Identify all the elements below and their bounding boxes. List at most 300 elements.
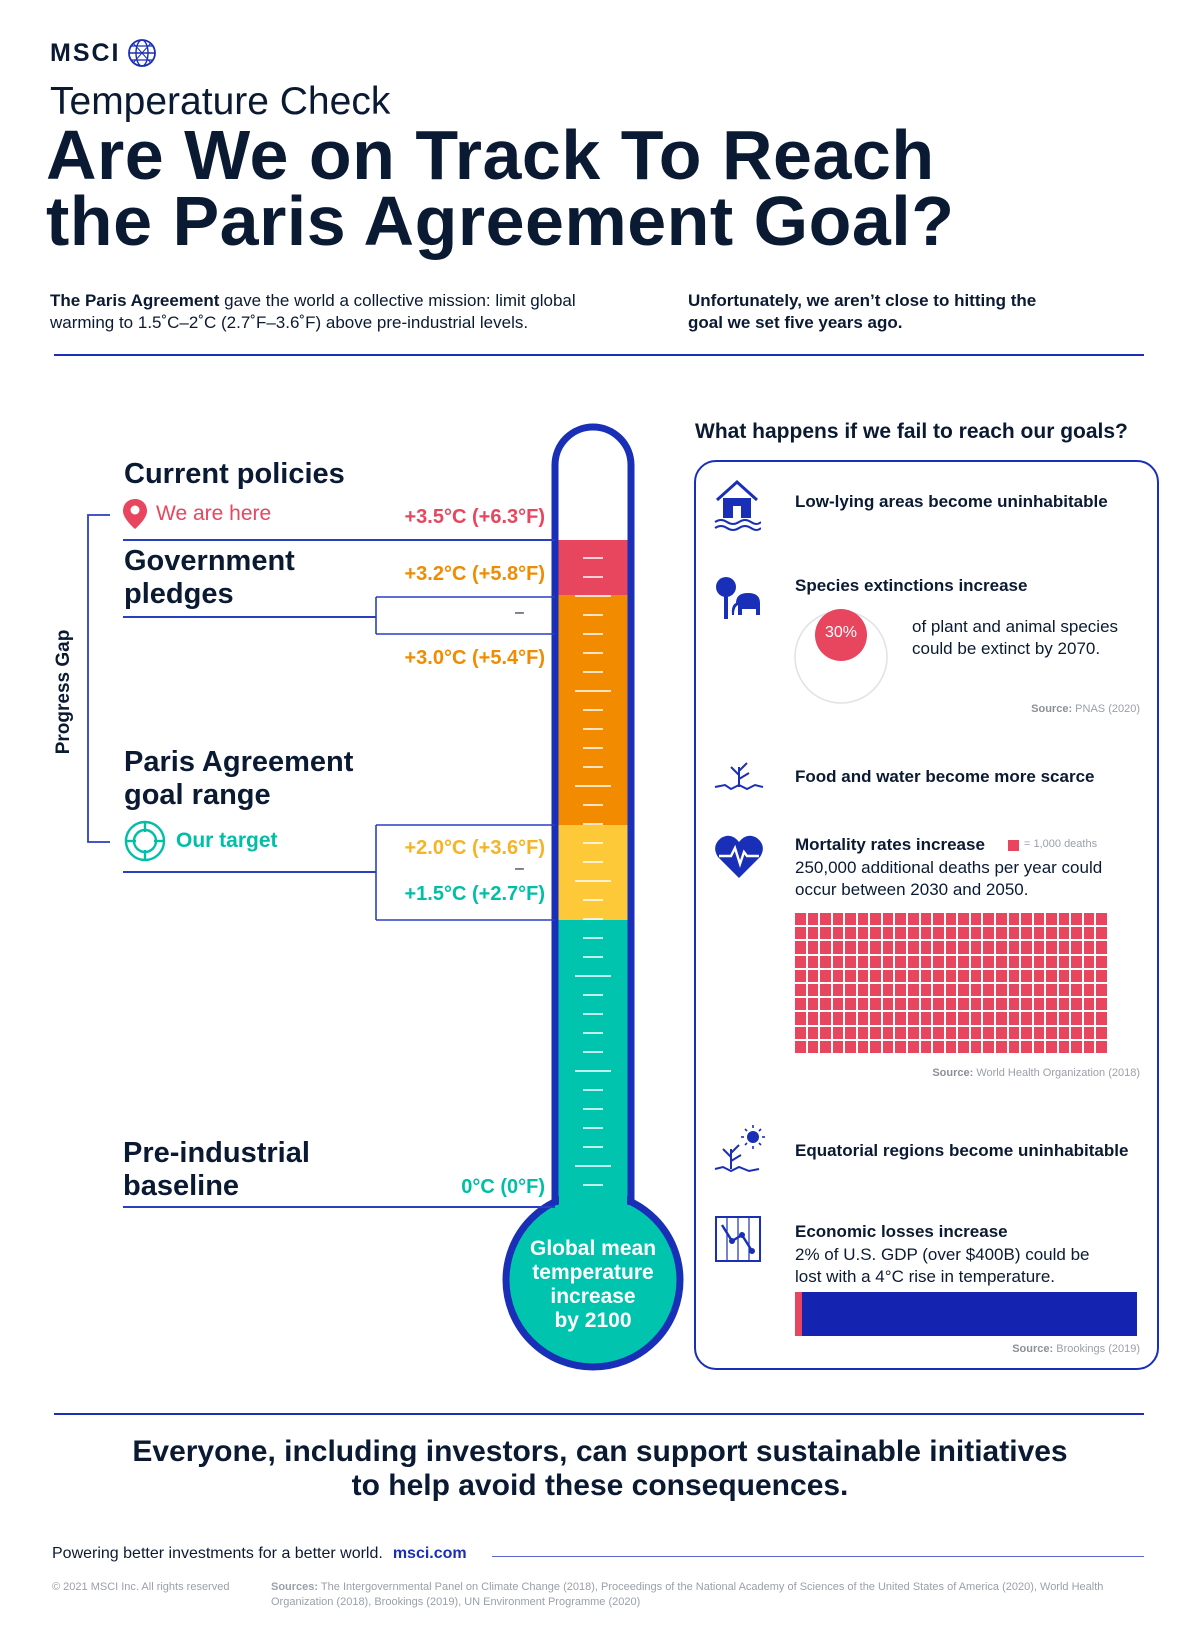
death-cell [1009,927,1020,939]
closing-line-1: Everyone, including investors, can support sustainable initiatives [132,1435,1068,1468]
death-cell [996,998,1007,1010]
declining-chart-icon [714,1215,762,1263]
death-cell [1071,913,1082,925]
death-cell [1096,913,1107,925]
death-cell [1071,927,1082,939]
death-cell [1059,913,1070,925]
death-cell [795,984,806,996]
death-cell [958,913,969,925]
death-cell [1059,927,1070,939]
death-cell [908,956,919,968]
death-cell [971,956,982,968]
species-text: of plant and animal species could be extinct by 2070. [912,617,1119,658]
death-cell [1046,1027,1057,1039]
death-cell [983,913,994,925]
death-cell [1084,998,1095,1010]
label-paris-line1: Paris Agreement [124,746,354,778]
bulb-line-3: increase [550,1285,636,1308]
death-cell [1021,998,1032,1010]
economic-text: 2% of U.S. GDP (over $400B) could be lost with a 4°C rise in temperature. [795,1245,1090,1286]
death-cell [833,998,844,1010]
deaths-waffle-grid [795,913,1107,1053]
death-cell [1009,984,1020,996]
death-cell [933,984,944,996]
death-cell [845,913,856,925]
gdp-bar [795,1292,1137,1336]
death-cell [833,956,844,968]
death-cell [933,970,944,982]
death-cell [808,913,819,925]
footer-sources-label: Sources: [271,1581,319,1593]
death-cell [1046,913,1057,925]
death-cell [971,1041,982,1053]
temp-baseline: 0°C (0°F) [461,1176,545,1198]
death-cell [983,1012,994,1024]
death-cell [1071,970,1082,982]
death-cell [1059,984,1070,996]
death-cell [933,1041,944,1053]
death-cell [858,1027,869,1039]
death-cell [808,941,819,953]
label-government-pledges [124,545,295,611]
kicker: Temperature Check [50,80,391,123]
death-cell [946,998,957,1010]
death-cell [1059,956,1070,968]
death-cell [1096,970,1107,982]
death-cell [1034,941,1045,953]
segment-yellow [558,825,628,920]
death-cell [795,956,806,968]
death-cell [870,970,881,982]
death-cell [1071,998,1082,1010]
economic-source-text: Brookings (2019) [1053,1343,1140,1355]
death-cell [971,927,982,939]
flooded-house-icon [713,478,761,532]
target-icon [124,820,166,862]
footer-copyright: © 2021 MSCI Inc. All rights reserved [52,1581,230,1593]
death-cell [946,927,957,939]
label-government-line1: Government [124,545,295,577]
death-cell [996,1012,1007,1024]
death-cell [1009,913,1020,925]
temp-goal-low: +1.5°C (+2.7°F) [404,883,545,905]
death-cell [1046,941,1057,953]
item-equatorial: Equatorial regions become uninhabitable [795,1141,1129,1160]
death-cell [921,927,932,939]
death-cell [820,956,831,968]
temp-current: +3.5°C (+6.3°F) [404,506,545,528]
death-cell [1021,913,1032,925]
death-cell [921,1027,932,1039]
gdp-share-bar [795,1292,802,1336]
death-cell [1084,927,1095,939]
closing-line-2: to help avoid these consequences. [351,1469,849,1502]
death-cell [946,984,957,996]
death-cell [908,941,919,953]
death-cell [883,998,894,1010]
death-cell [996,956,1007,968]
mortality-source-label: Source: [932,1067,974,1079]
temp-goal-high: +2.0°C (+3.6°F) [404,837,545,859]
death-cell [933,913,944,925]
death-cell [795,927,806,939]
death-cell [795,1027,806,1039]
death-cell [1034,1027,1045,1039]
item-species: Species extinctions increase [795,576,1028,595]
death-cell [1021,1041,1032,1053]
economic-source [900,1343,1140,1355]
footer-sources-text: The Intergovernmental Panel on Climate Change (2018), Proceedings of the National Academy of Sciences of the United States of America (2020), World Health Organization (2018), Brookings (2019), UN Environment Programme (2020) [271,1581,1104,1608]
death-cell [858,970,869,982]
death-cell [845,1041,856,1053]
species-donut [792,608,890,706]
death-cell [820,970,831,982]
death-cell [908,1027,919,1039]
death-cell [1059,970,1070,982]
death-cell [820,1041,831,1053]
death-cell [895,984,906,996]
death-cell [996,927,1007,939]
death-cell [946,913,957,925]
item-economic: Economic losses increase [795,1222,1008,1241]
death-cell [1084,1041,1095,1053]
death-cell [1021,1027,1032,1039]
death-cell [983,984,994,996]
bulb-line-1: Global mean [529,1237,657,1260]
death-cell [795,1041,806,1053]
death-cell [883,1041,894,1053]
label-government-line2: pledges [124,578,234,610]
death-cell [1046,956,1057,968]
death-cell [1021,1012,1032,1024]
headline-line-2: the Paris Agreement Goal? [46,182,955,260]
death-cell [808,927,819,939]
death-cell [933,927,944,939]
death-cell [870,998,881,1010]
death-cell [1096,956,1107,968]
intro-right: Unfortunately, we aren’t close to hitting the goal we set five years ago. [688,291,1037,332]
death-cell [983,941,994,953]
death-cell [983,1027,994,1039]
death-cell [883,970,894,982]
our-target [124,820,278,862]
death-cell [895,913,906,925]
our-target-text: Our target [176,829,278,852]
death-cell [845,984,856,996]
death-cell [908,913,919,925]
death-cell [1059,1041,1070,1053]
death-cell [1071,1041,1082,1053]
death-cell [1071,941,1082,953]
footer-tagline-row [52,1545,467,1563]
death-cell [833,941,844,953]
range-dash: – [515,604,524,621]
death-cell [833,984,844,996]
death-cell [870,927,881,939]
sun-plant-icon [713,1125,765,1175]
label-current-policies: Current policies [124,458,345,490]
death-cell [946,1027,957,1039]
death-cell [858,927,869,939]
death-cell [1096,1041,1107,1053]
death-cell [921,998,932,1010]
death-cell [983,998,994,1010]
label-paris-line2: goal range [124,779,271,811]
death-cell [1034,998,1045,1010]
death-cell [820,984,831,996]
death-cell [845,970,856,982]
death-cell [921,913,932,925]
death-cell [996,913,1007,925]
death-cell [870,984,881,996]
death-cell [1059,998,1070,1010]
legend-swatch [1008,840,1019,851]
death-cell [795,913,806,925]
death-cell [1009,1027,1020,1039]
death-cell [921,1012,932,1024]
death-cell [808,984,819,996]
death-cell [996,1041,1007,1053]
death-cell [1071,1012,1082,1024]
death-cell [958,1027,969,1039]
death-cell [1021,956,1032,968]
death-cell [1009,998,1020,1010]
death-cell [895,970,906,982]
death-cell [1084,941,1095,953]
death-cell [1034,970,1045,982]
death-cell [858,998,869,1010]
death-cell [1021,984,1032,996]
death-cell [971,970,982,982]
death-cell [833,1041,844,1053]
death-cell [996,1027,1007,1039]
death-cell [933,1027,944,1039]
death-cell [1084,956,1095,968]
death-cell [795,1012,806,1024]
death-cell [808,956,819,968]
death-cell [870,913,881,925]
mortality-text: 250,000 additional deaths per year could occur between 2030 and 2050. [795,858,1103,899]
death-cell [983,927,994,939]
death-cell [1084,1027,1095,1039]
tree-elephant-icon [712,575,764,621]
divider-bottom [54,1413,1144,1415]
we-are-here-text: We are here [156,502,272,525]
label-baseline [123,1137,310,1203]
death-cell [1046,998,1057,1010]
segment-red [558,540,628,595]
death-cell [1059,1012,1070,1024]
death-cell [1046,970,1057,982]
death-cell [1009,941,1020,953]
death-cell [971,984,982,996]
range-dash-2: – [515,860,524,877]
death-cell [883,956,894,968]
death-cell [946,970,957,982]
footer-sources [271,1580,1141,1610]
label-paris-goal [124,746,353,812]
death-cell [895,956,906,968]
death-cell [933,998,944,1010]
death-cell [958,998,969,1010]
death-cell [1009,956,1020,968]
temp-pledge-high: +3.2°C (+5.8°F) [404,563,545,585]
species-source-text: PNAS (2020) [1072,703,1140,715]
death-cell [908,998,919,1010]
death-cell [883,913,894,925]
death-cell [921,970,932,982]
death-cell [1034,1012,1045,1024]
label-baseline-line2: baseline [123,1170,240,1202]
brand-name: MSCI [50,38,121,67]
death-cell [933,941,944,953]
bulb-line-2: temperature [532,1261,654,1284]
closing-message [0,1435,1200,1503]
progress-gap-text: Progress Gap [53,629,74,755]
death-cell [895,1041,906,1053]
death-cell [845,956,856,968]
death-cell [895,1027,906,1039]
death-cell [1096,941,1107,953]
death-cell [858,913,869,925]
death-cell [845,941,856,953]
death-cell [1071,1027,1082,1039]
item-low-lying: Low-lying areas become uninhabitable [795,492,1108,511]
death-cell [933,1012,944,1024]
death-cell [1034,927,1045,939]
bulb-line-4: by 2100 [554,1309,632,1332]
death-cell [1059,941,1070,953]
death-cell [908,984,919,996]
death-cell [795,970,806,982]
death-cell [996,941,1007,953]
death-cell [858,941,869,953]
death-cell [958,1041,969,1053]
mortality-source-text: World Health Organization (2018) [973,1067,1140,1079]
death-cell [958,927,969,939]
heart-rate-icon [713,832,765,880]
death-cell [895,1012,906,1024]
death-cell [870,941,881,953]
death-cell [883,927,894,939]
death-cell [895,941,906,953]
death-cell [971,941,982,953]
death-cell [845,927,856,939]
death-cell [958,984,969,996]
death-cell [971,1012,982,1024]
death-cell [870,1041,881,1053]
death-cell [921,941,932,953]
death-cell [1096,1027,1107,1039]
death-cell [1009,970,1020,982]
death-cell [908,1041,919,1053]
death-cell [858,1041,869,1053]
death-cell [921,956,932,968]
death-cell [1084,913,1095,925]
death-cell [895,998,906,1010]
footer-link[interactable]: msci.com [392,1545,467,1562]
death-cell [845,998,856,1010]
death-cell [946,1012,957,1024]
death-cell [1084,970,1095,982]
species-source-label: Source: [1031,703,1073,715]
death-cell [921,1041,932,1053]
death-cell [958,956,969,968]
death-cell [921,984,932,996]
panel-title: What happens if we fail to reach our goals? [695,420,1128,443]
death-cell [1096,1012,1107,1024]
death-cell [820,1012,831,1024]
death-cell [820,1027,831,1039]
death-cell [958,941,969,953]
death-cell [996,984,1007,996]
death-cell [870,1027,881,1039]
item-food-water: Food and water become more scarce [795,767,1095,786]
death-cell [808,970,819,982]
species-percent: 30% [824,624,858,641]
death-cell [1084,984,1095,996]
death-cell [883,941,894,953]
death-cell [1059,1027,1070,1039]
death-cell [845,1027,856,1039]
death-cell [820,913,831,925]
death-cell [1046,927,1057,939]
death-cell [883,1012,894,1024]
death-cell [946,956,957,968]
death-cell [908,970,919,982]
death-cell [870,1012,881,1024]
death-cell [808,998,819,1010]
death-cell [971,913,982,925]
death-cell [1071,956,1082,968]
death-cell [958,1012,969,1024]
death-cell [808,1012,819,1024]
death-cell [883,984,894,996]
footer-tagline: Powering better investments for a better world. [52,1545,383,1562]
death-cell [845,1012,856,1024]
death-cell [908,1012,919,1024]
death-cell [1046,1012,1057,1024]
death-cell [833,927,844,939]
death-cell [1034,984,1045,996]
death-cell [1096,984,1107,996]
temp-pledge-low: +3.0°C (+5.4°F) [404,647,545,669]
death-cell [1021,941,1032,953]
death-cell [1084,1012,1095,1024]
death-cell [833,1027,844,1039]
death-cell [971,998,982,1010]
death-cell [1046,1041,1057,1053]
species-source [920,703,1140,715]
death-cell [1071,984,1082,996]
death-cell [895,927,906,939]
death-cell [833,913,844,925]
death-cell [820,927,831,939]
death-cell [870,956,881,968]
death-cell [1034,1041,1045,1053]
death-cell [971,1027,982,1039]
mortality-source [840,1067,1140,1079]
death-cell [795,998,806,1010]
item-mortality: Mortality rates increase [795,835,985,854]
death-cell [996,970,1007,982]
death-cell [1009,1041,1020,1053]
death-cell [1096,927,1107,939]
bulb-caption [508,1237,678,1333]
death-cell [820,941,831,953]
headline-line-1: Are We on Track To Reach [46,116,935,194]
death-cell [983,1041,994,1053]
